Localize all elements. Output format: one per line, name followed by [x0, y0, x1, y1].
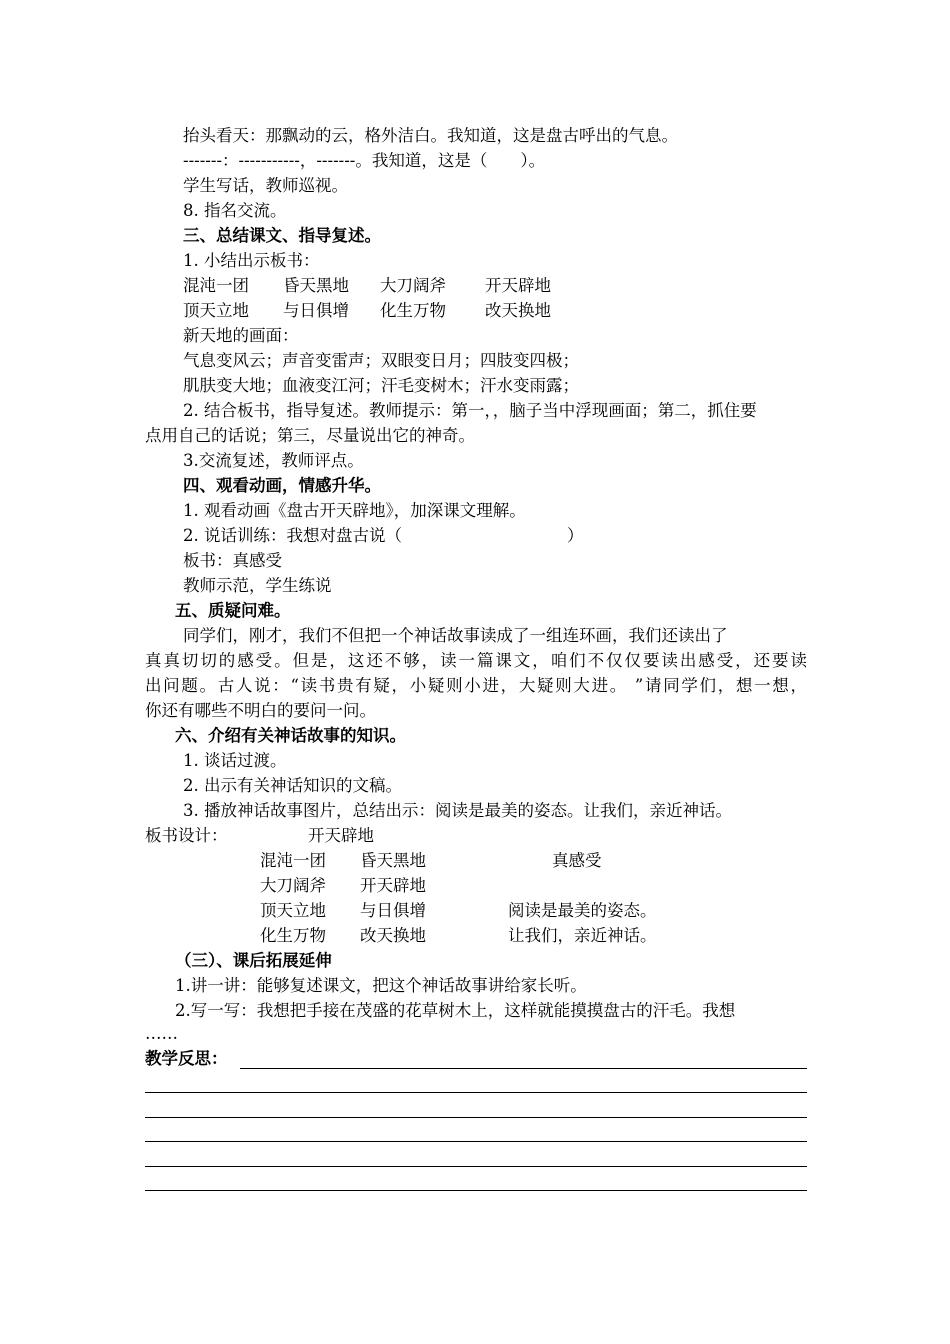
writing-line — [145, 1166, 807, 1167]
text-line: 教师示范，学生练说 — [183, 576, 332, 595]
writing-line — [240, 1068, 807, 1069]
board-word: 化生万物 — [260, 926, 326, 945]
section-heading: （三）、课后拓展延伸 — [175, 951, 332, 970]
section-heading: 三、总结课文、指导复述。 — [183, 226, 381, 245]
board-design-label: 板书设计： — [145, 826, 228, 845]
text-line: -------：-----------，-------。我知道，这是（ ）。 — [183, 151, 546, 170]
board-word: 大刀阔斧 — [260, 876, 326, 895]
board-word: 让我们，亲近神话。 — [508, 926, 657, 945]
board-word: 开天辟地 — [485, 276, 551, 295]
text-line: 肌肤变大地；血液变江河；汗毛变树木；汗水变雨露； — [183, 376, 579, 395]
text-line: 学生写话，教师巡视。 — [183, 176, 348, 195]
board-word: 与日俱增 — [360, 901, 426, 920]
text-line: 1.讲一讲：能够复述课文，把这个神话故事讲给家长听。 — [175, 976, 587, 995]
text-line: 点用自己的话说；第三，尽量说出它的神奇。 — [145, 426, 475, 445]
board-word: 与日俱增 — [283, 301, 349, 320]
board-word: 开天辟地 — [360, 876, 426, 895]
ellipsis-text: …… — [145, 1024, 178, 1043]
text-line: 3. 播放神话故事图片，总结出示：阅读是最美的姿态。让我们，亲近神话。 — [183, 801, 732, 820]
board-word: 大刀阔斧 — [380, 276, 446, 295]
text-line: 抬头看天：那飘动的云，格外洁白。我知道，这是盘古呼出的气息。 — [183, 126, 678, 145]
text-line: 2. 出示有关神话知识的文稿。 — [183, 776, 402, 795]
text-line: 1. 观看动画《盘古开天辟地》，加深课文理解。 — [183, 501, 526, 520]
board-word: 真感受 — [552, 851, 602, 870]
writing-line — [145, 1141, 807, 1142]
text-line: 新天地的画面： — [183, 326, 299, 345]
writing-line — [145, 1117, 807, 1118]
board-word: 混沌一团 — [183, 276, 249, 295]
text-line: 2.写一写：我想把手接在茂盛的花草树木上，这样就能摸摸盘古的汗毛。我想 — [175, 1001, 736, 1020]
paragraph-line: 同学们，刚才，我们不但把一个神话故事读成了一组连环画，我们还读出了 — [183, 626, 728, 645]
paragraph-line: 真真切切的感受。但是，这还不够，读一篇课文，咱们不仅仅要读出感受，还要读 — [145, 651, 807, 670]
section-heading: 四、观看动画，情感升华。 — [183, 476, 381, 495]
board-word: 混沌一团 — [260, 851, 326, 870]
text-line: 1. 小结出示板书： — [183, 251, 320, 270]
text-line: 2. 说话训练：我想对盘古说（ ） — [183, 526, 584, 545]
text-line: 气息变风云；声音变雷声；双眼变日月；四肢变四极； — [183, 351, 579, 370]
paragraph-line: 出问题。古人说：“读书贵有疑，小疑则小进，大疑则大进。 ”请同学们，想一想， — [145, 676, 807, 695]
text-line: 板书：真感受 — [183, 551, 282, 570]
board-word: 改天换地 — [485, 301, 551, 320]
reflection-label: 教学反思： — [145, 1049, 228, 1068]
section-heading: 五、质疑问难。 — [175, 601, 291, 620]
text-line: 8. 指名交流。 — [183, 201, 287, 220]
board-word: 阅读是最美的姿态。 — [508, 901, 657, 920]
text-line: 2. 结合板书，指导复述。教师提示：第一，，脑子当中浮现画面；第二，抓住要 — [183, 401, 757, 420]
board-word: 顶天立地 — [183, 301, 249, 320]
text-line: 1. 谈话过渡。 — [183, 751, 287, 770]
board-word: 昏天黑地 — [360, 851, 426, 870]
section-heading: 六、介绍有关神话故事的知识。 — [175, 726, 406, 745]
writing-line — [145, 1092, 807, 1093]
board-word: 昏天黑地 — [283, 276, 349, 295]
text-line: 3.交流复述，教师评点。 — [183, 451, 364, 470]
board-word: 化生万物 — [380, 301, 446, 320]
board-word: 改天换地 — [360, 926, 426, 945]
board-word: 顶天立地 — [260, 901, 326, 920]
writing-line — [145, 1190, 807, 1191]
board-design-title: 开天辟地 — [308, 826, 374, 845]
paragraph-line: 你还有哪些不明白的要问一问。 — [145, 701, 376, 720]
